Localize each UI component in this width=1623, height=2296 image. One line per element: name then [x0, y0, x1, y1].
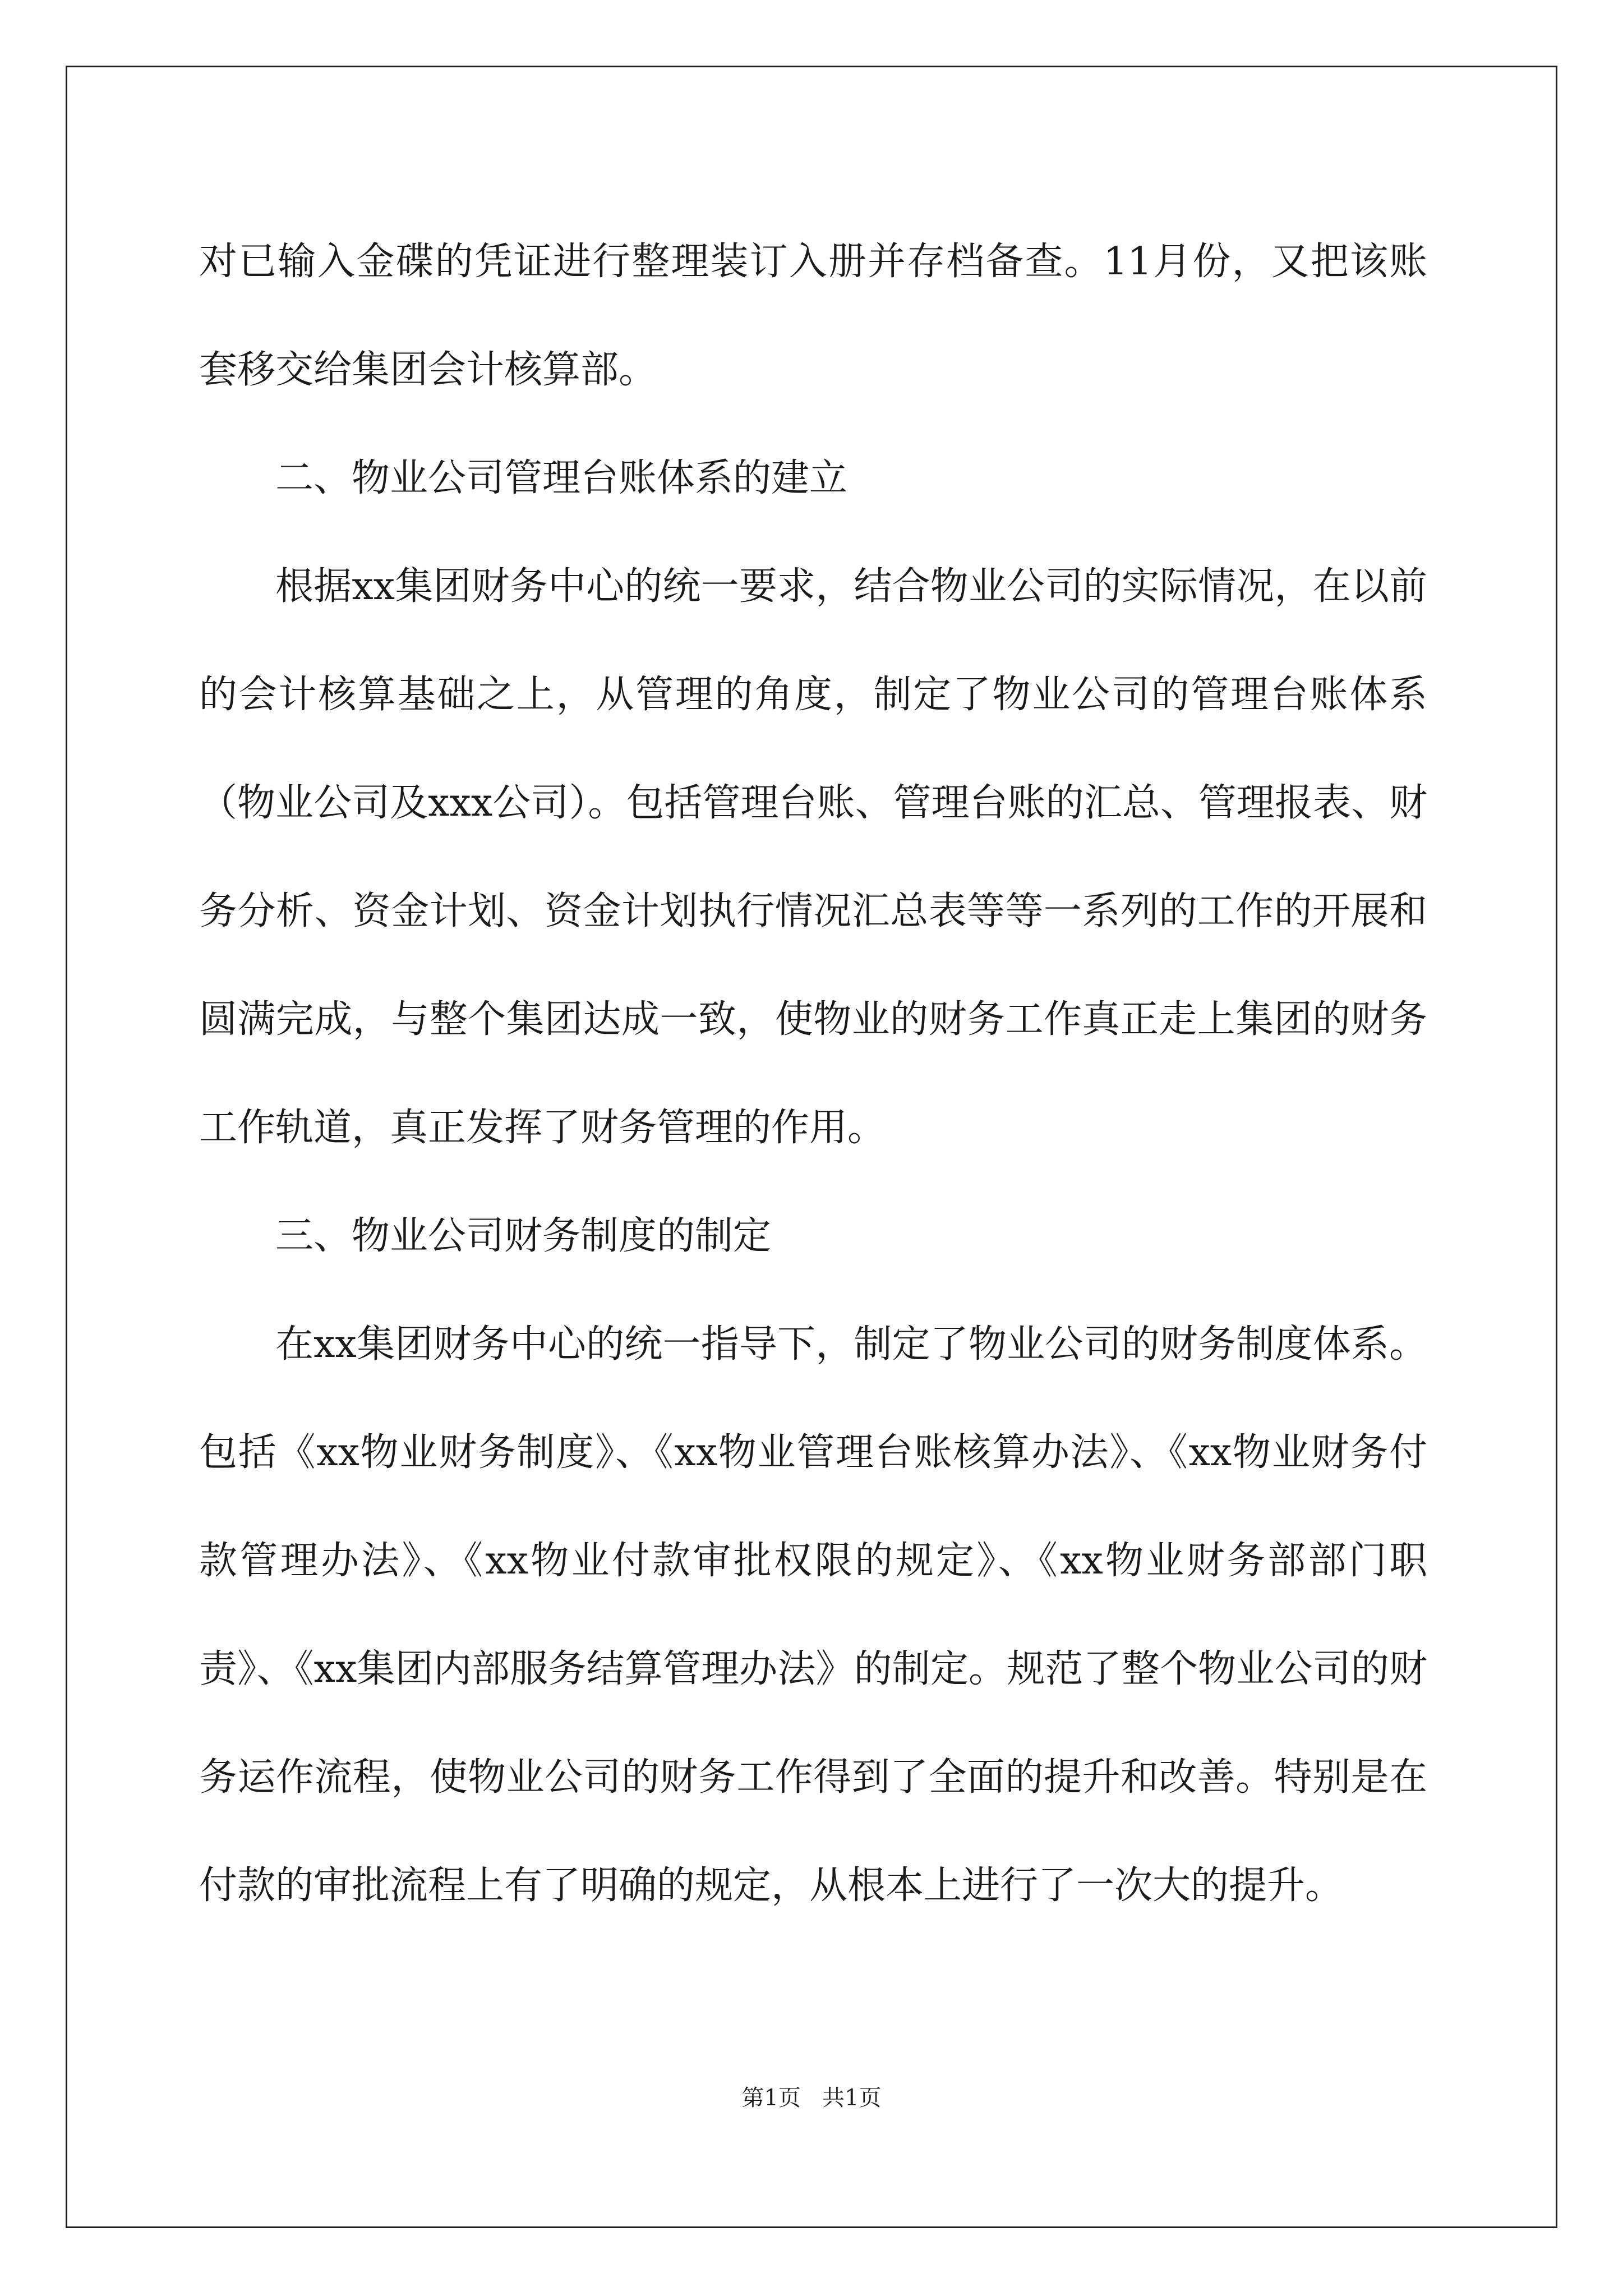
page-footer: 第1页 共1页 [741, 2085, 882, 2111]
section-heading-3: 三、物业公司财务制度的制定 [275, 1214, 772, 1258]
paragraph-ledger-system: 根据xx集团财务中心的统一要求，结合物业公司的实际情况，在以前的会计核算基础之上，从管理的角度，制定了物业公司的管理台账体系（物业公司及xxx公司）。包括管理台账、管理台账的汇总、管理报表、财务分析、资金计划、资金计划执行情况汇总表等等一系列的工作的开展和圆满完成，与整个集团达成一致，使物业的财务工作真正走上集团的财务工作轨道，真正发挥了财务管理的作用。 [199, 564, 1427, 1150]
paragraph-finance-rules: 在xx集团财务中心的统一指导下，制定了物业公司的财务制度体系。包括《xx物业财务制度》、《xx物业管理台账核算办法》、《xx物业财务付款管理办法》、《xx物业付款审批权限的规定》、《xx物业财务部部门职责》、《xx集团内部服务结算管理办法》的制定。规范了整个物业公司的财务运作流程，使物业公司的财务工作得到了全面的提升和改善。特别是在付款的审批流程上有了明确的规定，从根本上进行了一次大的提升。 [199, 1322, 1427, 1908]
section-heading-2: 二、物业公司管理台账体系的建立 [275, 456, 848, 500]
paragraph-continuation: 对已输入金碟的凭证进行整理装订入册并存档备查。11月份，又把该账套移交给集团会计核算部。 [199, 240, 1427, 392]
document-body [199, 208, 1427, 1940]
